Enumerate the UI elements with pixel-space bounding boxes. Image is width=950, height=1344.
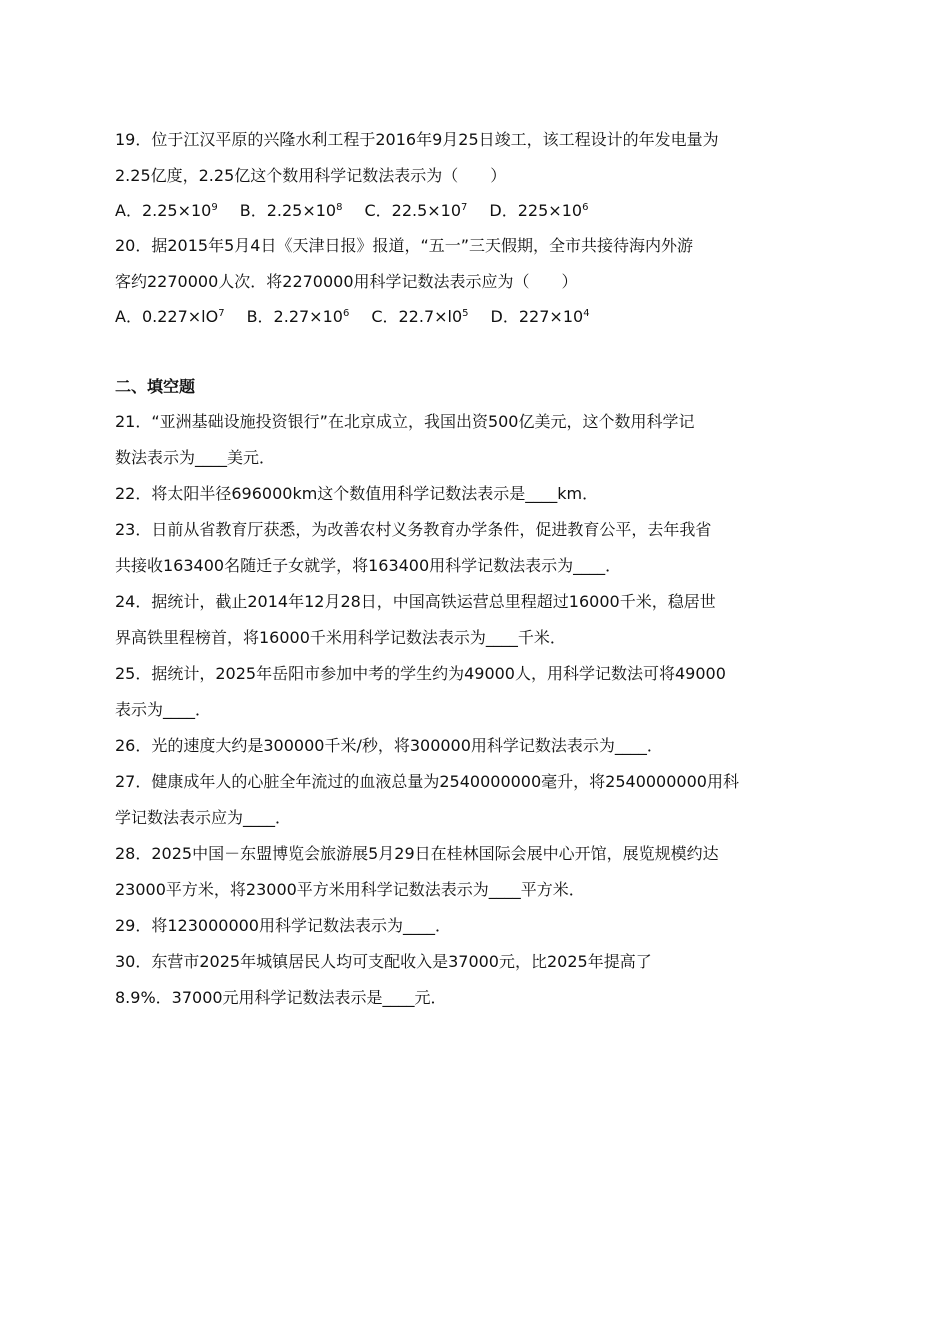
question-text-line: 24．据统计，截止2014年12月28日，中国高铁运营总里程超过16000千米，稳居世 [115, 592, 716, 611]
question-20 [115, 228, 837, 334]
question-19 [115, 122, 837, 228]
option-c: C．$22.7\times l0^5$ [371, 307, 469, 326]
section-title: 二、填空题 [115, 377, 196, 396]
question-text-line: 28．2025中国－东盟博览会旅游展5月29日在桂林国际会展中心开馆，展览规模约达 [115, 844, 719, 863]
question-28 [115, 836, 837, 908]
question-text-line: 26．光的速度大约是300000千米/秒，将300000用科学记数法表示为____． [115, 736, 663, 755]
option-d: D．$227\times 10^4$ [490, 307, 590, 326]
question-26 [115, 728, 837, 764]
question-27 [115, 764, 837, 836]
section-spacer [115, 334, 837, 370]
option-c: C．$22.5\times 10^7$ [364, 201, 468, 220]
question-text-line: 23．日前从省教育厅获悉，为改善农村义务教育办学条件，促进教育公平，去年我省 [115, 520, 712, 539]
question-29 [115, 908, 837, 944]
question-22 [115, 476, 837, 512]
option-a: A．$0.227\times lO^7$ [115, 307, 225, 326]
question-text-line: 数法表示为____美元． [115, 448, 276, 467]
question-text-line: 学记数法表示应为____． [115, 808, 292, 827]
question-text-line: 2.25亿度，2.25亿这个数用科学记数法表示为（ ） [115, 166, 507, 185]
question-text-line: 界高铁里程榜首，将16000千米用科学记数法表示为____千米． [115, 628, 566, 647]
question-24 [115, 584, 837, 656]
option-a: A．$2.25\times 10^9$ [115, 201, 218, 220]
document-page [115, 122, 837, 1016]
question-21 [115, 404, 837, 476]
question-text-line: 27．健康成年人的心脏全年流过的血液总量为2540000000毫升，将2540000000用科 [115, 772, 739, 791]
option-b: B．$2.25\times 10^8$ [239, 201, 343, 220]
answer-options [115, 300, 837, 334]
question-text-line: 19．位于江汉平原的兴隆水利工程于2016年9月25日竣工，该工程设计的年发电量为 [115, 130, 719, 149]
question-text-line: 21．“亚洲基础设施投资银行”在北京成立，我国出资500亿美元，这个数用科学记 [115, 412, 695, 431]
question-text-line: 20．据2015年5月4日《天津日报》报道，“五一”三天假期，全市共接待海内外游 [115, 236, 694, 255]
question-text-line: 表示为____． [115, 700, 212, 719]
question-text-line: 30．东营市2025年城镇居民人均可支配收入是37000元，比2025年提高了 [115, 952, 652, 971]
option-b: B．$2.27\times 10^6$ [246, 307, 350, 326]
question-text-line: 客约2270000人次．将2270000用科学记数法表示应为（ ） [115, 272, 578, 291]
question-text-line: 23000平方米，将23000平方米用科学记数法表示为____平方米． [115, 880, 585, 899]
question-23 [115, 512, 837, 584]
question-text-line: 8.9%．37000元用科学记数法表示是____元． [115, 988, 447, 1007]
question-text-line: 25．据统计，2025年岳阳市参加中考的学生约为49000人，用科学记数法可将49000 [115, 664, 726, 683]
question-text-line: 22．将太阳半径696000km这个数值用科学记数法表示是____km． [115, 484, 599, 503]
question-text-line: 29．将123000000用科学记数法表示为____． [115, 916, 451, 935]
question-text-line: 共接收163400名随迁子女就学，将163400用科学记数法表示为____． [115, 556, 622, 575]
question-30 [115, 944, 837, 1016]
option-d: D．$225\times 10^6$ [489, 201, 589, 220]
question-25 [115, 656, 837, 728]
answer-options [115, 194, 837, 228]
